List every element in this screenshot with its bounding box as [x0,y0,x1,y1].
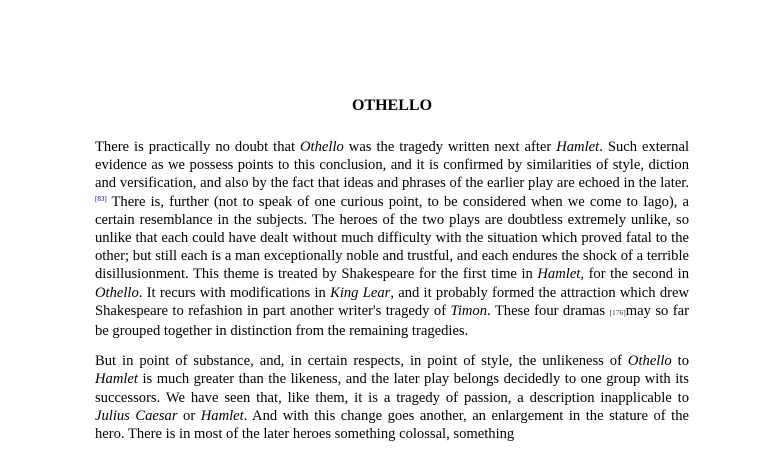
text-run: But in point of substance, and, in certain respects, in point of style, the unlikeness of [95,353,628,370]
italic-title: Timon [450,302,488,319]
italic-title: King Lear [330,284,391,301]
italic-title: Othello [95,284,139,301]
page-marker: [176] [609,307,626,317]
italic-title: Julius Caesar [95,407,178,424]
text-run: was the tragedy written next after [343,139,557,155]
italic-title: Hamlet [556,139,600,155]
paragraph-2 [95,352,689,443]
text-run: There is practically no doubt that [95,139,301,155]
text-run: or [177,407,201,424]
italic-title: Hamlet [537,266,581,283]
italic-title: Hamlet [95,371,138,388]
document-page [95,96,689,455]
text-run: to [671,353,690,370]
text-run: may so far be grouped together in distinction from the remaining tragedies. [95,302,689,340]
text-run: . And with this change goes another, an enlargement in the stature of the hero. There is in most of the later heroes something colossal, something [95,407,689,443]
text-run: , for the second in [580,266,689,283]
footnote-link[interactable]: [83] [95,194,107,203]
text-run: is much greater than the likeness, and the later play belongs decidedly to one group with its successors. We have seen that, like them, it is a tragedy of passion, a description inapplicable to [95,371,689,406]
text-run: There is, further (not to speak of one curious point, to be considered when we come to Iago), a certain resemblance in the subjects. The heroes of the two plays are doubtless extremely unlike, so unlike that each could have dealt without much difficulty with the situation which proved fatal to the other; but still each is a man exceptionally noble and trustful, and each endures the shock of a terrible disillusionment. This theme is treated by Shakespeare for the first time in [95,193,689,283]
paragraph-1 [95,138,689,340]
text-run: . These four dramas [487,302,610,319]
page-title: OTHELLO [351,97,433,114]
italic-title: Othello [627,353,672,370]
text-run: , and it probably formed the attraction which drew Shakespeare to refashion in part another writer's tragedy of [95,284,689,319]
text-run: . Such external evidence as we possess points to this conclusion, and it is confirmed by similarities of style, diction and versification, and also by the fact that ideas and phrases of the earlier play are echoed in the later. [95,139,690,192]
text-run: . It recurs with modifications in [138,284,331,301]
italic-title: Othello [300,139,344,155]
italic-title: Hamlet [200,407,244,424]
